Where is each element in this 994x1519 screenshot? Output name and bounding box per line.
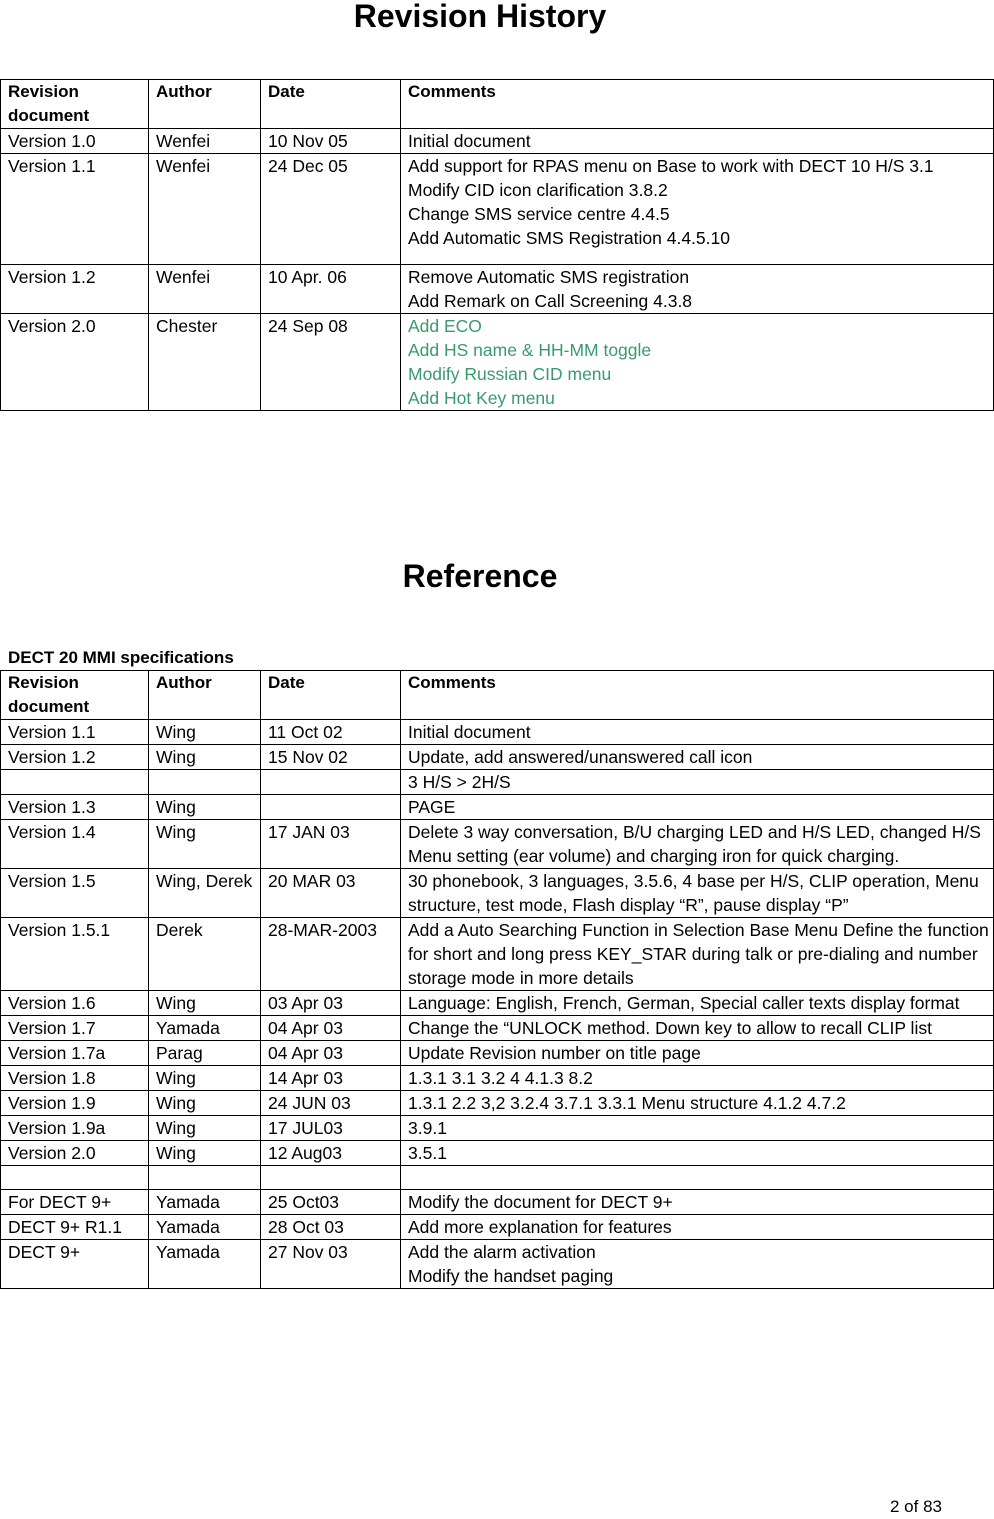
comment-line-new: Modify Russian CID menu [408,364,612,384]
table-row [1,1141,994,1166]
comment-line: Add the alarm activation [408,1242,596,1262]
cell-comments [401,129,994,154]
cell-author: Wing [149,1116,261,1141]
table-row [1,1240,994,1289]
cell-date: 04 Apr 03 [261,1016,401,1041]
cell-comments [401,1166,994,1190]
cell-comments: 1.3.1 3.1 3.2 4 4.1.3 8.2 [401,1066,994,1091]
table-header-row [1,80,994,129]
cell-revision: Version 1.5.1 [1,918,149,991]
cell-date: 24 JUN 03 [261,1091,401,1116]
comment-line: Add support for RPAS menu on Base to work with DECT 10 H/S 3.1 [408,156,934,176]
header-comments: Comments [401,80,994,129]
header-date: Date [261,671,401,720]
cell-author: Yamada [149,1016,261,1041]
cell-author: Wing [149,820,261,869]
cell-revision: Version 1.8 [1,1066,149,1091]
cell-comments: Add a Auto Searching Function in Selection Base Menu Define the function for short and long press KEY_STAR during talk or pre-dialing and number storage mode in more details [401,918,994,991]
table-row [1,1116,994,1141]
cell-author: Wing [149,745,261,770]
cell-author: Yamada [149,1240,261,1289]
cell-revision [1,770,149,795]
cell-comments [401,154,994,265]
table-row [1,1190,994,1215]
table-row [1,820,994,869]
cell-comments: 3.9.1 [401,1116,994,1141]
table-row [1,745,994,770]
cell-date: 10 Nov 05 [261,129,401,154]
cell-date: 28 Oct 03 [261,1215,401,1240]
cell-comments: PAGE [401,795,994,820]
comment-line: Add Remark on Call Screening 4.3.8 [408,291,693,311]
cell-revision: Version 1.2 [1,265,149,314]
table-header-row [1,671,994,720]
table-row [1,154,994,265]
cell-date: 04 Apr 03 [261,1041,401,1066]
table-row [1,869,994,918]
reference-subtitle: DECT 20 MMI specifications [8,648,234,667]
cell-date: 03 Apr 03 [261,991,401,1016]
cell-date: 25 Oct03 [261,1190,401,1215]
cell-comments: 30 phonebook, 3 languages, 3.5.6, 4 base per H/S, CLIP operation, Menu structure, test mode, Flash display “R”, pause display “P” [401,869,994,918]
cell-revision: Version 2.0 [1,1141,149,1166]
cell-date: 27 Nov 03 [261,1240,401,1289]
table-row [1,1091,994,1116]
cell-revision: DECT 9+ [1,1240,149,1289]
cell-author: Wing [149,720,261,745]
cell-comments [401,265,994,314]
comment-line: Modify CID icon clarification 3.8.2 [408,180,668,200]
cell-author: Parag [149,1041,261,1066]
table-row [1,991,994,1016]
revision-history-title: Revision History [353,0,607,34]
comment-line: Add Automatic SMS Registration 4.4.5.10 [408,228,730,248]
cell-date: 12 Aug03 [261,1141,401,1166]
cell-comments: 3 H/S > 2H/S [401,770,994,795]
cell-revision: Version 1.1 [1,154,149,265]
table-row [1,314,994,411]
cell-author: Wing [149,1141,261,1166]
table-row [1,129,994,154]
comment-line: Initial document [408,131,531,151]
header-revision: Revision document [1,671,149,720]
cell-date: 24 Dec 05 [261,154,401,265]
reference-table [0,670,994,1289]
cell-comments: Update, add answered/unanswered call icon [401,745,994,770]
table-row [1,1041,994,1066]
table-row [1,918,994,991]
cell-comments: Add more explanation for features [401,1215,994,1240]
cell-comments: 3.5.1 [401,1141,994,1166]
cell-comments: Modify the document for DECT 9+ [401,1190,994,1215]
header-comments: Comments [401,671,994,720]
cell-date: 28-MAR-2003 [261,918,401,991]
cell-revision [1,1166,149,1190]
cell-date: 24 Sep 08 [261,314,401,411]
cell-date: 11 Oct 02 [261,720,401,745]
cell-date: 15 Nov 02 [261,745,401,770]
cell-comments: Language: English, French, German, Special caller texts display format [401,991,994,1016]
comment-line-new: Add Hot Key menu [408,388,555,408]
cell-comments: Initial document [401,720,994,745]
cell-author: Wing [149,991,261,1016]
cell-date: 17 JAN 03 [261,820,401,869]
cell-comments: Delete 3 way conversation, B/U charging LED and H/S LED, changed H/S Menu setting (ear volume) and charging iron for quick charging. [401,820,994,869]
cell-author: Wenfei [149,129,261,154]
table-row [1,720,994,745]
cell-revision: Version 2.0 [1,314,149,411]
comment-line: Modify the handset paging [408,1266,614,1286]
cell-date: 10 Apr. 06 [261,265,401,314]
cell-author: Wing [149,1091,261,1116]
reference-title: Reference [402,558,558,594]
cell-comments [401,1240,994,1289]
cell-author: Wenfei [149,154,261,265]
cell-revision: Version 1.0 [1,129,149,154]
cell-revision: Version 1.1 [1,720,149,745]
revision-history-table [0,79,994,411]
comment-line: Remove Automatic SMS registration [408,267,690,287]
cell-author: Wing, Derek [149,869,261,918]
cell-author: Yamada [149,1190,261,1215]
header-author: Author [149,671,261,720]
cell-author: Yamada [149,1215,261,1240]
table-row [1,1066,994,1091]
cell-revision: DECT 9+ R1.1 [1,1215,149,1240]
cell-author [149,770,261,795]
header-date: Date [261,80,401,129]
cell-revision: Version 1.6 [1,991,149,1016]
cell-author: Chester [149,314,261,411]
cell-revision: Version 1.7a [1,1041,149,1066]
cell-revision: Version 1.4 [1,820,149,869]
cell-author: Derek [149,918,261,991]
cell-date: 17 JUL03 [261,1116,401,1141]
cell-date [261,770,401,795]
cell-comments: Change the “UNLOCK method. Down key to allow to recall CLIP list [401,1016,994,1041]
cell-revision: Version 1.3 [1,795,149,820]
table-row [1,1215,994,1240]
cell-revision: Version 1.7 [1,1016,149,1041]
cell-revision: Version 1.2 [1,745,149,770]
table-row [1,265,994,314]
table-row [1,770,994,795]
cell-author: Wenfei [149,265,261,314]
cell-date [261,1166,401,1190]
header-author: Author [149,80,261,129]
table-row [1,1016,994,1041]
cell-date: 20 MAR 03 [261,869,401,918]
cell-revision: Version 1.9a [1,1116,149,1141]
cell-author: Wing [149,1066,261,1091]
cell-date: 14 Apr 03 [261,1066,401,1091]
cell-date [261,795,401,820]
cell-revision: Version 1.9 [1,1091,149,1116]
table-row [1,1166,994,1190]
comment-line: Change SMS service centre 4.4.5 [408,204,670,224]
cell-comments: 1.3.1 2.2 3,2 3.2.4 3.7.1 3.3.1 Menu structure 4.1.2 4.7.2 [401,1091,994,1116]
spacer [408,250,993,264]
page-number: 2 of 83 [890,1497,942,1516]
cell-comments: Update Revision number on title page [401,1041,994,1066]
cell-revision: For DECT 9+ [1,1190,149,1215]
cell-revision: Version 1.5 [1,869,149,918]
header-revision: Revision document [1,80,149,129]
comment-line-new: Add HS name & HH-MM toggle [408,340,652,360]
table-row [1,795,994,820]
cell-author [149,1166,261,1190]
cell-author: Wing [149,795,261,820]
cell-comments [401,314,994,411]
comment-line-new: Add ECO [408,316,482,336]
